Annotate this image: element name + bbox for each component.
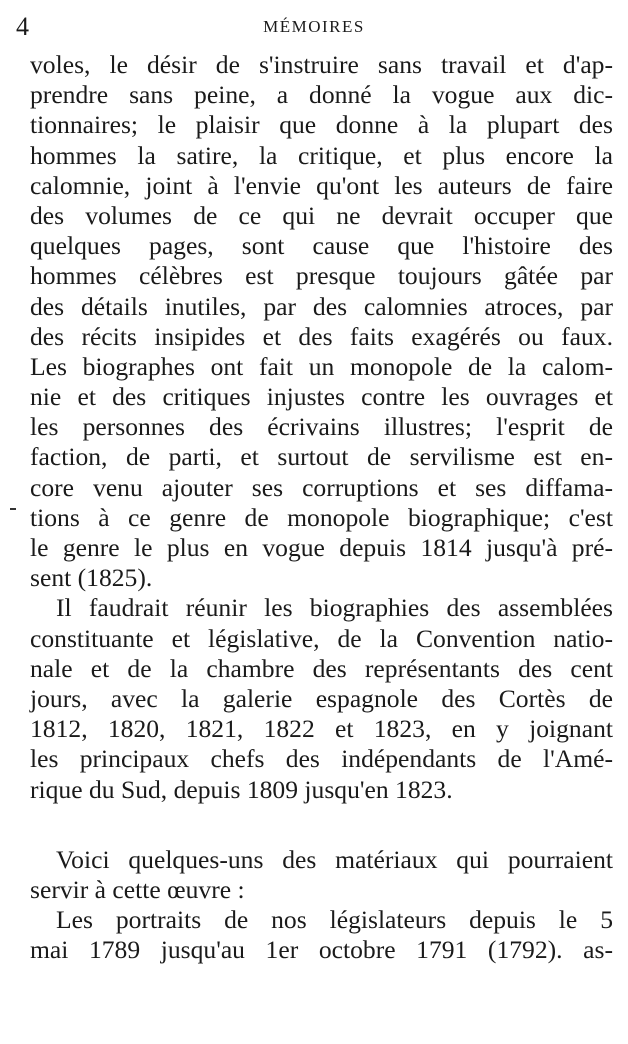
text-line: 1812, 1820, 1821, 1822 et 1823, en y joignant — [30, 714, 613, 744]
text-line: faction, de parti, et surtout de servilisme est en- — [30, 442, 613, 472]
page-header — [0, 12, 628, 42]
text-line: Les portraits de nos législateurs depuis le 5 — [56, 905, 613, 935]
text-line: tions à ce genre de monopole biographique; c'est — [30, 502, 613, 532]
text-line: nie et des critiques injustes contre les ouvrages et — [30, 382, 613, 412]
text-line: constituante et législative, de la Convention natio- — [30, 623, 613, 653]
text-line: servir à cette œuvre : — [30, 874, 245, 904]
text-line: tionnaires; le plaisir que donne à la plupart des — [30, 110, 613, 140]
text-line: Il faudrait réunir les biographies des assemblées — [56, 593, 613, 623]
paragraph — [30, 593, 613, 804]
page-number: 4 — [16, 12, 29, 41]
text-line: nale et de la chambre des représentants des cent — [30, 653, 613, 683]
text-line: Les biographes ont fait un monopole de la calom- — [30, 351, 613, 381]
text-line: les principaux chefs des indépendants de l'Amé- — [30, 744, 613, 774]
body-text — [30, 50, 613, 965]
text-line: calomnie, joint à l'envie qu'ont les auteurs de faire — [30, 170, 613, 200]
text-line: Voici quelques-uns des matériaux qui pourraient — [56, 844, 613, 874]
text-line: des détails inutiles, par des calomnies atroces, par — [30, 291, 613, 321]
text-line: des récits insipides et des faits exagérés ou faux. — [30, 321, 613, 351]
text-line: voles, le désir de s'instruire sans travail et d'ap- — [30, 50, 613, 79]
text-line: jours, avec la galerie espagnole des Cortès de — [30, 683, 613, 713]
running-head: MÉMOIRES — [263, 17, 365, 36]
text-line: core venu ajouter ses corruptions et ses diffama- — [30, 472, 613, 502]
text-line: hommes la satire, la critique, et plus encore la — [30, 140, 613, 170]
text-line: des volumes de ce qui ne devrait occuper que — [30, 200, 613, 230]
text-line: hommes célèbres est presque toujours gâtée par — [30, 261, 613, 291]
text-line: les personnes des écrivains illustres; l'esprit de — [30, 412, 613, 442]
margin-mark — [10, 508, 16, 510]
paragraph — [30, 50, 613, 593]
text-line: sent (1825). — [30, 563, 153, 593]
text-line: prendre sans peine, a donné la vogue aux dic- — [30, 80, 613, 110]
text-line: mai 1789 jusqu'au 1er octobre 1791 (1792). as- — [30, 935, 613, 965]
paragraph — [30, 905, 613, 965]
text-line: le genre le plus en vogue depuis 1814 jusqu'à pré- — [30, 533, 613, 562]
paragraph-gap — [30, 805, 613, 845]
text-line: quelques pages, sont cause que l'histoire des — [30, 231, 613, 261]
paragraph — [30, 845, 613, 905]
text-line: rique du Sud, depuis 1809 jusqu'en 1823. — [30, 774, 453, 804]
